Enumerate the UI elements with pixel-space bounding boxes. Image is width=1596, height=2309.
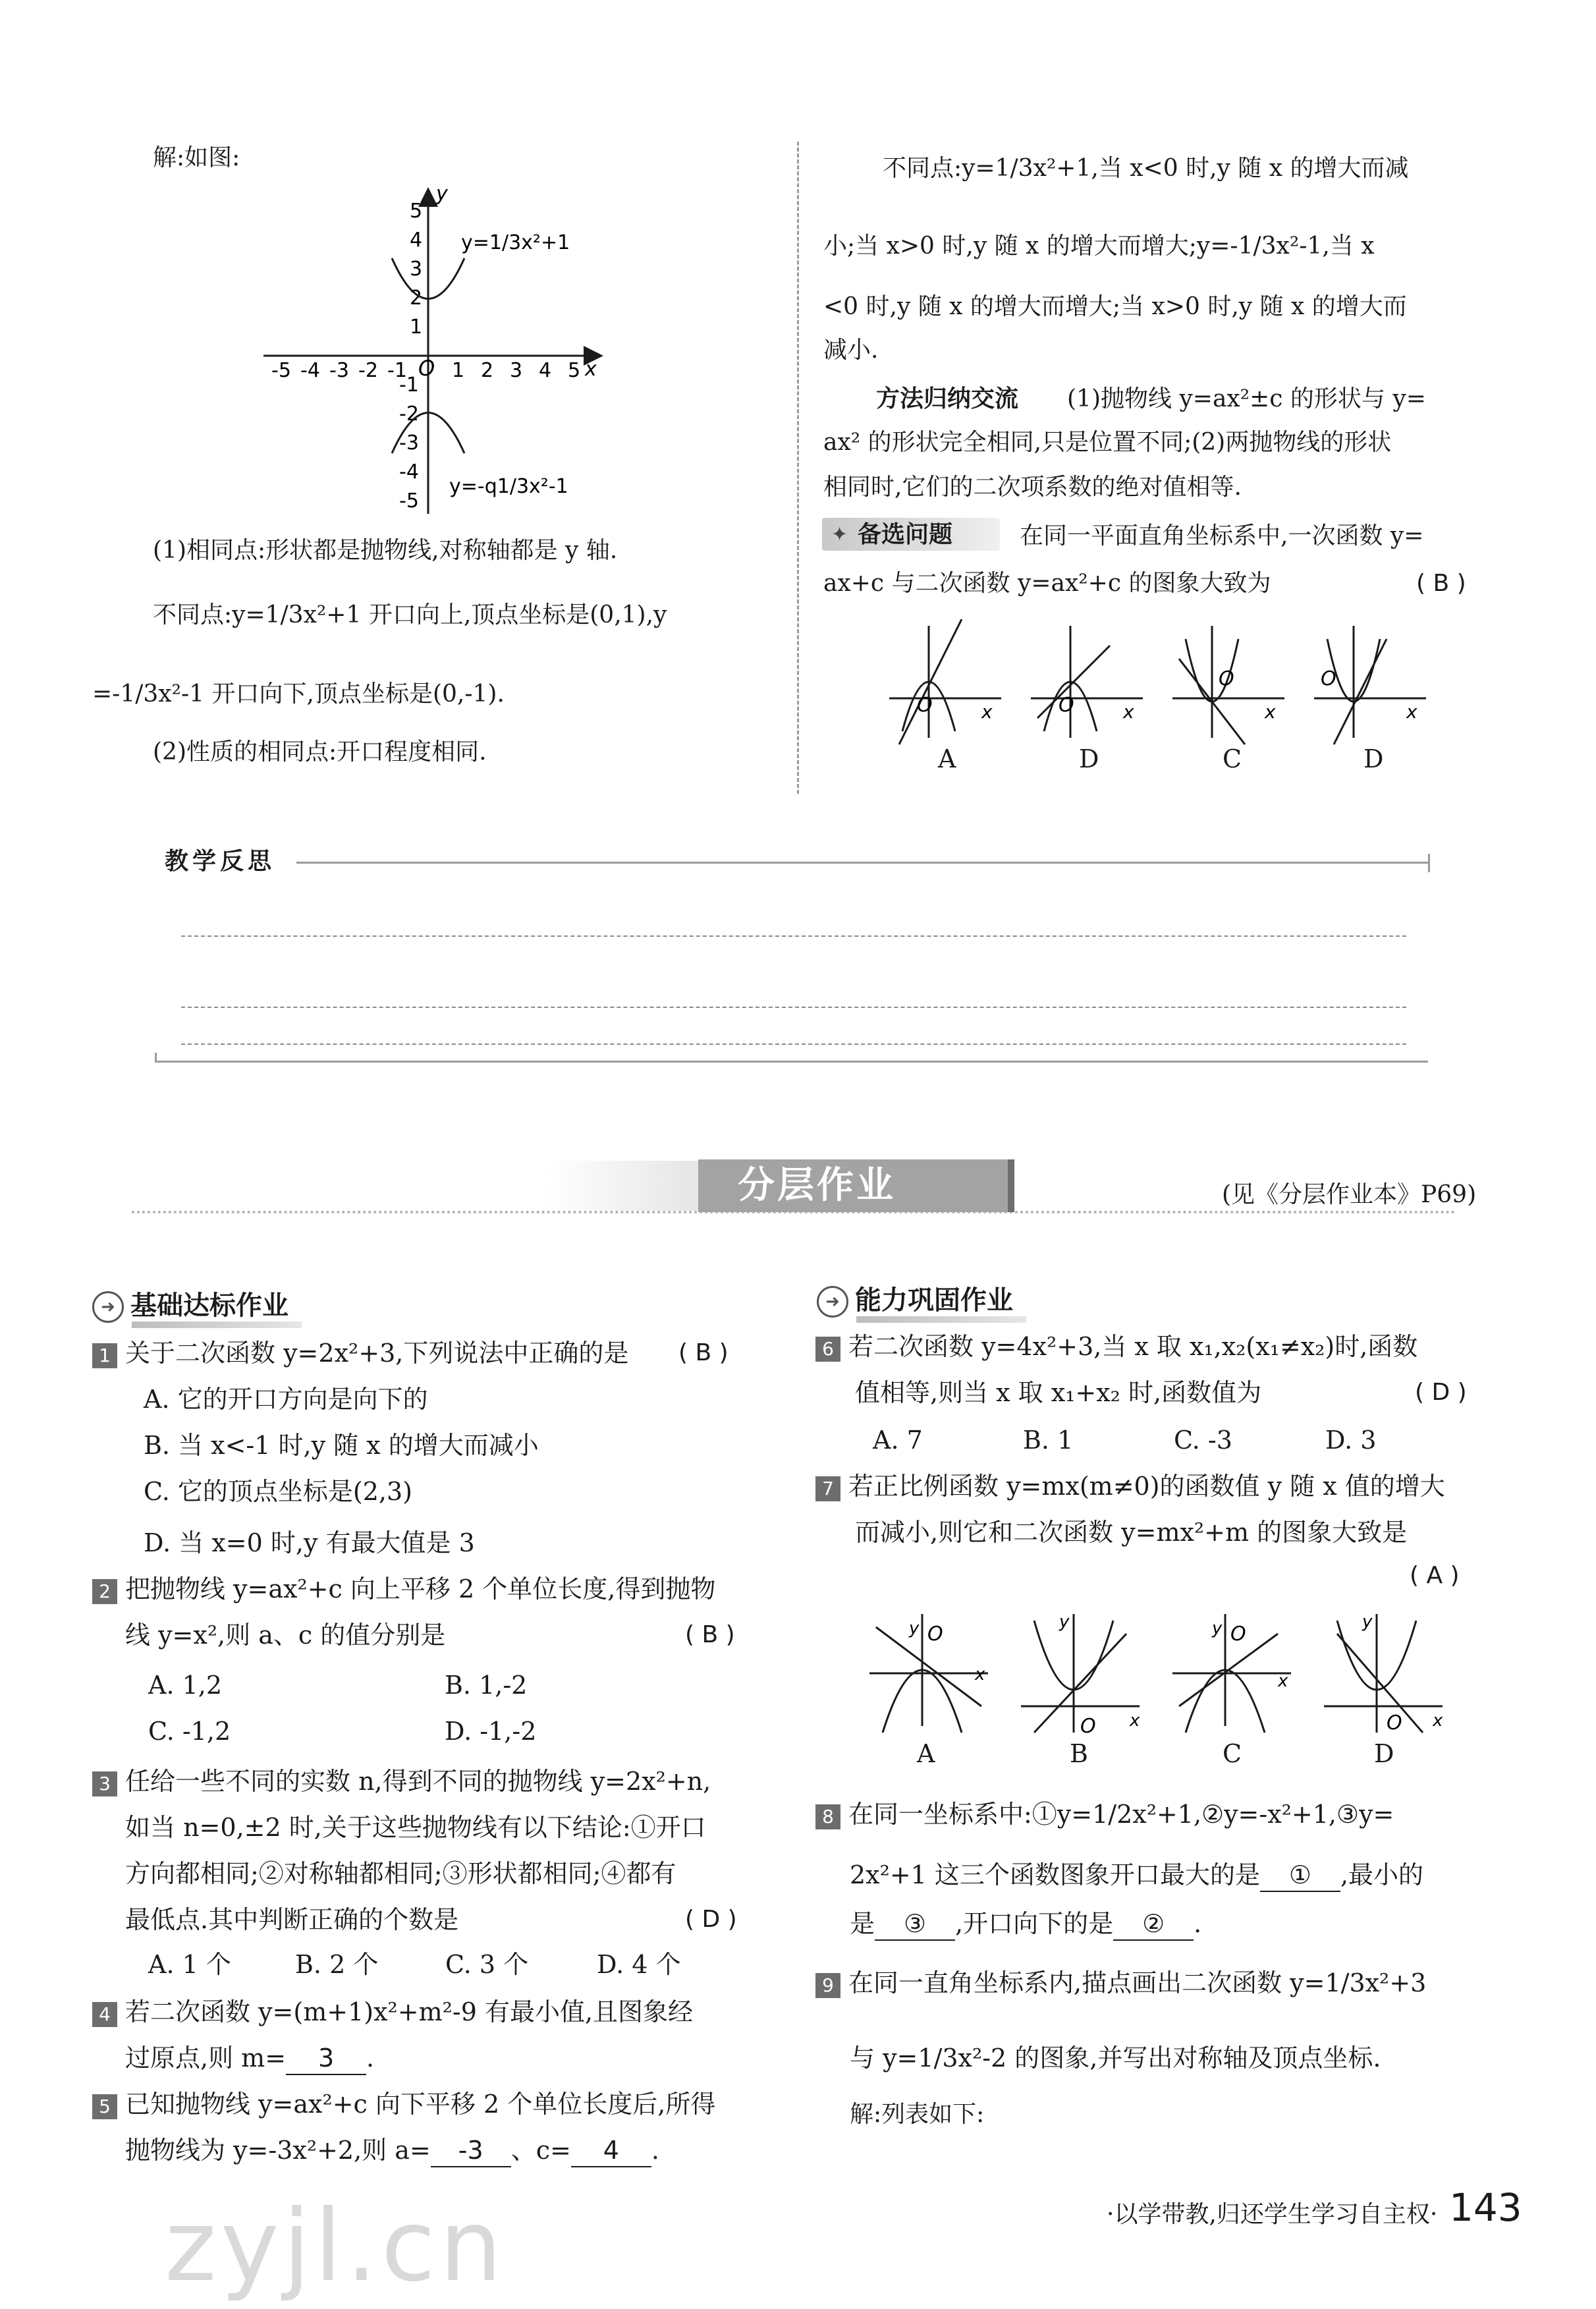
svg-text:O: O [1080, 1715, 1096, 1738]
svg-text:x: x [1265, 701, 1276, 723]
q6-option-b: B. 1 [1023, 1426, 1074, 1455]
svg-text:y: y [909, 1619, 920, 1638]
svg-text:O: O [927, 1623, 943, 1646]
backup-graph-d1 [1031, 626, 1143, 738]
right-line-1: 不同点:y=1/3x²+1,当 x<0 时,y 随 x 的增大而减 [883, 155, 1409, 182]
banner-title: 分层作业 [738, 1164, 896, 1207]
arrow-right-icon: ➜ [92, 1291, 124, 1323]
q5-line-2: 抛物线为 y=-3x²+2,则 a= -3 、c= 4 . [125, 2134, 659, 2167]
x-tick-label: -3 [329, 359, 349, 382]
svg-text:O: O [1059, 694, 1074, 717]
q5-blank-a[interactable]: -3 [431, 2134, 511, 2167]
q4-line-2: 过原点,则 m= 3 . [125, 2042, 374, 2075]
q9-line-3: 解:列表如下: [850, 2101, 985, 2128]
x-tick-label: -5 [271, 359, 291, 382]
svg-text:O: O [1321, 667, 1336, 690]
q7-option-graphs [863, 1607, 1443, 1739]
backup-title: 备选问题 [858, 521, 953, 548]
q3-option-a: A. 1 个 [148, 1950, 231, 1979]
right-line-4: 减小. [823, 337, 879, 364]
reflection-top-rule [296, 862, 1429, 864]
solution-intro: 解:如图: [153, 144, 240, 171]
y-tick-label: 4 [410, 229, 423, 252]
x-tick-label: -2 [358, 359, 378, 382]
right-line-2: 小;当 x>0 时,y 随 x 的增大而增大;y=-1/3x²-1,当 x [823, 233, 1375, 260]
q7-option-label-c: C [1223, 1739, 1242, 1768]
svg-text:O: O [1230, 1623, 1246, 1646]
q1-option-c: C. 它的顶点坐标是(2,3) [144, 1477, 412, 1506]
y-tick-label: 3 [410, 258, 423, 281]
svg-text:x: x [1130, 1711, 1140, 1731]
x-axis-label: x [585, 358, 597, 381]
backup-option-label-4: D [1363, 744, 1384, 773]
left-line-3: =-1/3x²-1 开口向下,顶点坐标是(0,-1). [92, 681, 505, 708]
svg-text:x: x [1123, 701, 1134, 723]
method-title: 方法归纳交流 [876, 385, 1019, 412]
x-tick-label: 2 [481, 359, 494, 382]
y-tick-label: -4 [399, 460, 419, 484]
q8-blank-2[interactable]: ③ [875, 1908, 955, 1941]
footer-motto: ·以学带教,归还学生学习自主权· [1107, 2201, 1438, 2228]
diamond-icon: ✦ [831, 523, 848, 546]
q4-line-1: 4 若二次函数 y=(m+1)x²+m²-9 有最小值,且图象经 [92, 1996, 693, 2028]
q1-answer: ( B ) [678, 1339, 729, 1366]
banner-ref: (见《分层作业本》P69) [1222, 1181, 1477, 1208]
q2-answer: ( B ) [685, 1621, 735, 1648]
y-tick-label: 2 [410, 287, 423, 310]
y-tick-label: -3 [399, 431, 419, 455]
x-tick-label: 4 [539, 359, 552, 382]
q6-option-d: D. 3 [1325, 1426, 1377, 1455]
q3-line-3: 方向都相同;②对称轴都相同;③形状都相同;④都有 [125, 1859, 676, 1888]
svg-text:x: x [1433, 1711, 1443, 1731]
svg-text:y: y [1362, 1612, 1373, 1632]
svg-text:O: O [1219, 667, 1234, 690]
x-tick-label: 1 [452, 359, 465, 382]
lower-curve-label: y=-q1/3x²-1 [449, 475, 568, 498]
q1-stem: 1 关于二次函数 y=2x²+3,下列说法中正确的是 [92, 1337, 628, 1369]
ability-section-title: ➜ 能力巩固作业 [817, 1279, 1013, 1318]
q3-option-c: C. 3 个 [445, 1950, 529, 1979]
q2-line-2: 线 y=x²,则 a、c 的值分别是 [125, 1621, 446, 1650]
q3-answer: ( D ) [685, 1906, 737, 1933]
q3-line-4: 最低点.其中判断正确的个数是 [125, 1905, 459, 1934]
q7-graph-d [1324, 1612, 1443, 1735]
q8-line-3: 是 ③ ,开口向下的是 ② . [850, 1908, 1201, 1941]
page-number: 143 [1449, 2185, 1522, 2230]
q2-option-c: C. -1,2 [148, 1717, 231, 1746]
svg-text:O: O [1387, 1711, 1402, 1735]
q6-line-2: 值相等,则当 x 取 x₁+x₂ 时,函数值为 [855, 1378, 1262, 1407]
q7-graph-c [1172, 1614, 1291, 1733]
q2-line-1: 2 把抛物线 y=ax²+c 向上平移 2 个单位长度,得到抛物 [92, 1573, 715, 1605]
q3-option-d: D. 4 个 [597, 1950, 681, 1979]
q8-blank-3[interactable]: ② [1113, 1908, 1194, 1941]
reflection-bottom-bracket [155, 1053, 1428, 1063]
banner-fade [547, 1161, 711, 1211]
svg-text:x: x [981, 701, 993, 723]
reflection-title: 教学反思 [165, 848, 276, 875]
q6-option-c: C. -3 [1174, 1426, 1232, 1455]
svg-text:O: O [917, 694, 933, 717]
left-line-4: (2)性质的相同点:开口程度相同. [153, 738, 487, 765]
q7-option-label-a: A [917, 1739, 935, 1768]
banner-edge [1008, 1159, 1014, 1212]
q7-option-label-d: D [1374, 1739, 1394, 1768]
q8-line-1: 8 在同一坐标系中:①y=1/2x²+1,②y=-x²+1,③y= [815, 1798, 1394, 1830]
q2-option-a: A. 1,2 [148, 1671, 223, 1700]
y-tick-label: -5 [399, 489, 419, 513]
y-tick-label: -2 [399, 403, 419, 426]
backup-graph-d2 [1314, 626, 1426, 744]
q1-option-b: B. 当 x<-1 时,y 随 x 的增大而减小 [144, 1431, 539, 1460]
q3-line-2: 如当 n=0,±2 时,关于这些抛物线有以下结论:①开口 [125, 1813, 706, 1842]
reflection-right-tick [1428, 854, 1430, 872]
backup-option-label-2: D [1079, 744, 1099, 773]
q5-blank-c[interactable]: 4 [571, 2134, 651, 2167]
right-line-3: <0 时,y 随 x 的增大而增大;当 x>0 时,y 随 x 的增大而 [823, 293, 1407, 320]
q9-line-1: 9 在同一直角坐标系内,描点画出二次函数 y=1/3x²+3 [815, 1967, 1426, 1999]
backup-option-label-1: A [938, 744, 956, 773]
x-tick-label: -4 [300, 359, 320, 382]
watermark: zyjl.cn [165, 2189, 507, 2304]
q9-line-2: 与 y=1/3x²-2 的图象,并写出对称轴及顶点坐标. [850, 2044, 1381, 2073]
svg-text:x: x [1406, 701, 1417, 723]
column-divider [797, 142, 799, 794]
backup-line-1: 在同一平面直角坐标系中,一次函数 y= [1020, 522, 1424, 549]
q2-option-d: D. -1,-2 [445, 1717, 537, 1746]
reflection-line-2 [181, 1007, 1406, 1008]
reflection-line-3 [181, 1043, 1406, 1045]
q1-option-a: A. 它的开口方向是向下的 [144, 1385, 428, 1414]
left-line-2: 不同点:y=1/3x²+1 开口向上,顶点坐标是(0,1),y [153, 601, 667, 628]
q7-option-label-b: B [1070, 1739, 1088, 1768]
arrow-right-icon: ➜ [817, 1286, 848, 1318]
q8-line-2: 2x²+1 这三个函数图象开口最大的是 ① ,最小的 [850, 1859, 1423, 1892]
backup-line-2: ax+c 与二次函数 y=ax²+c 的图象大致为 [823, 570, 1271, 597]
method-line-2: ax² 的形状完全相同,只是位置不同;(2)两抛物线的形状 [823, 429, 1392, 456]
q7-graph-a [869, 1614, 988, 1733]
svg-text:x: x [975, 1665, 985, 1684]
q7-graph-b [1021, 1612, 1140, 1738]
method-line-1: (1)抛物线 y=ax²±c 的形状与 y= [1067, 385, 1426, 412]
svg-text:x: x [1278, 1671, 1288, 1691]
x-tick-label: -1 [387, 359, 407, 382]
q2-option-b: B. 1,-2 [445, 1671, 528, 1700]
q6-line-1: 6 若二次函数 y=4x²+3,当 x 取 x₁,x₂(x₁≠x₂)时,函数 [815, 1331, 1417, 1362]
backup-answer: ( B ) [1416, 570, 1466, 597]
method-line-3: 相同时,它们的二次项系数的绝对值相等. [823, 474, 1242, 501]
origin-label: O [418, 356, 435, 381]
q7-line-2: 而减小,则它和二次函数 y=mx²+m 的图象大致是 [855, 1518, 1408, 1547]
x-tick-label: 3 [510, 359, 523, 382]
parabola-graph [250, 178, 619, 520]
reflection-line-1 [181, 935, 1406, 937]
q7-line-1: 7 若正比例函数 y=mx(m≠0)的函数值 y 随 x 值的增大 [815, 1470, 1445, 1502]
q8-blank-1[interactable]: ① [1260, 1859, 1340, 1892]
q6-answer: ( D ) [1415, 1379, 1467, 1406]
q5-line-1: 5 已知抛物线 y=ax²+c 向下平移 2 个单位长度后,所得 [92, 2088, 715, 2120]
backup-graph-c [1172, 626, 1284, 744]
q3-line-1: 3 任给一些不同的实数 n,得到不同的抛物线 y=2x²+n, [92, 1766, 711, 1797]
q6-option-a: A. 7 [873, 1426, 923, 1455]
svg-text:y: y [1212, 1619, 1223, 1638]
basic-section-title: ➜ 基础达标作业 [92, 1285, 289, 1323]
backup-graph-a [889, 619, 1001, 744]
svg-text:y: y [1059, 1612, 1070, 1632]
y-axis-label: y [436, 182, 448, 206]
q4-blank[interactable]: 3 [286, 2042, 366, 2075]
y-tick-label: -1 [399, 374, 419, 397]
left-line-1: (1)相同点:形状都是抛物线,对称轴都是 y 轴. [153, 537, 618, 564]
q7-answer: ( A ) [1410, 1562, 1460, 1589]
backup-option-label-3: C [1223, 744, 1242, 773]
y-tick-label: 5 [410, 200, 423, 223]
q3-option-b: B. 2 个 [295, 1950, 379, 1979]
x-tick-label: 5 [568, 359, 581, 382]
q1-option-d: D. 当 x=0 时,y 有最大值是 3 [144, 1528, 475, 1557]
y-tick-label: 1 [410, 316, 423, 339]
upper-curve-label: y=1/3x²+1 [461, 231, 570, 254]
